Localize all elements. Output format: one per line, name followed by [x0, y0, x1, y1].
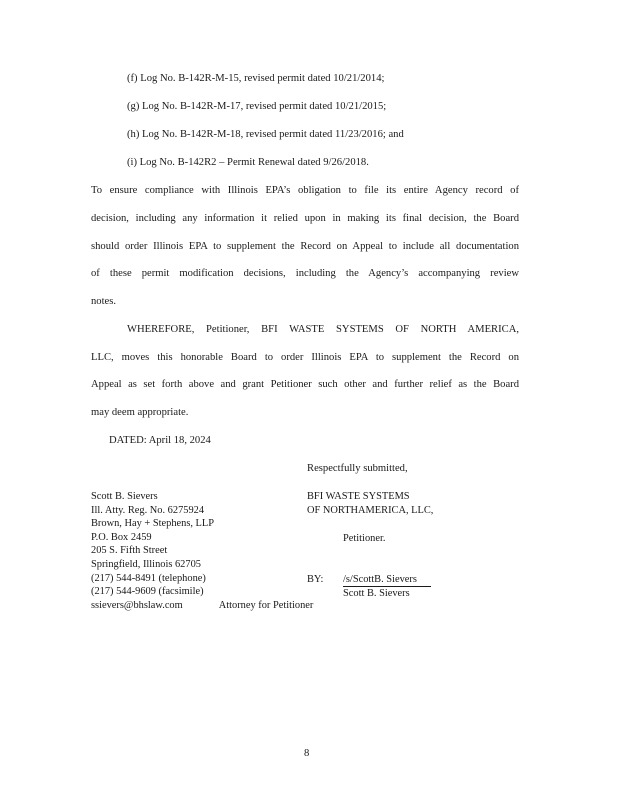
paragraph1-line: notes.: [91, 296, 117, 307]
paragraph2-line: WHEREFORE, Petitioner, BFI WASTE SYSTEMS OF NORTH AMERICA,: [127, 324, 519, 335]
paragraph1-line: To ensure compliance with Illinois EPA’s obligation to file its entire Agency record of: [91, 185, 519, 196]
company-line-2: OF NORTHAMERICA, LLC,: [307, 505, 434, 516]
paragraph2-line: LLC, moves this honorable Board to order Illinois EPA to supplement the Record on: [91, 352, 519, 363]
by-label: BY:: [307, 574, 324, 585]
petitioner-label: Petitioner.: [343, 533, 386, 544]
page-number: 8: [304, 748, 310, 759]
list-item-i: (i) Log No. B-142R2 – Permit Renewal dated 9/26/2018.: [127, 157, 369, 168]
attorney-name: Scott B. Sievers: [91, 491, 158, 502]
email-line: [91, 599, 313, 613]
company-line-1: BFI WASTE SYSTEMS: [307, 491, 410, 502]
respectfully-submitted: Respectfully submitted,: [307, 463, 408, 474]
email-address: ssievers@bhslaw.com: [91, 599, 183, 611]
list-item-h: (h) Log No. B-142R-M-18, revised permit dated 11/23/2016; and: [127, 129, 404, 140]
list-item-f: (f) Log No. B-142R-M-15, revised permit dated 10/21/2014;: [127, 73, 385, 84]
city-state-zip: Springfield, Illinois 62705: [91, 558, 201, 570]
signature: /s/ScottB. Sievers: [343, 574, 417, 585]
paragraph1-line: of these permit modification decisions, including the Agency’s accompanying review: [91, 268, 519, 279]
attorney-reg: Ill. Atty. Reg. No. 6275924: [91, 504, 205, 516]
signer-name: Scott B. Sievers: [343, 588, 410, 599]
paragraph1-line: should order Illinois EPA to supplement the Record on Appeal to include all documentation: [91, 241, 519, 252]
dated-line: DATED: April 18, 2024: [109, 435, 211, 446]
po-box: P.O. Box 2459: [91, 531, 152, 543]
list-item-g: (g) Log No. B-142R-M-17, revised permit dated 10/21/2015;: [127, 101, 387, 112]
paragraph2-line: Appeal as set forth above and grant Petitioner such other and further relief as the Board: [91, 379, 519, 390]
facsimile: (217) 544-9609 (facsimile): [91, 586, 204, 598]
law-firm: Brown, Hay + Stephens, LLP: [91, 518, 215, 530]
paragraph1-line: decision, including any information it relied upon in making its final decision, the Board: [91, 213, 519, 224]
attorney-for: Attorney for Petitioner: [218, 599, 314, 611]
street-address: 205 S. Fifth Street: [91, 545, 168, 557]
telephone: (217) 544-8491 (telephone): [91, 572, 206, 584]
attorney-block: [91, 490, 313, 612]
paragraph2-line: may deem appropriate.: [91, 407, 189, 418]
